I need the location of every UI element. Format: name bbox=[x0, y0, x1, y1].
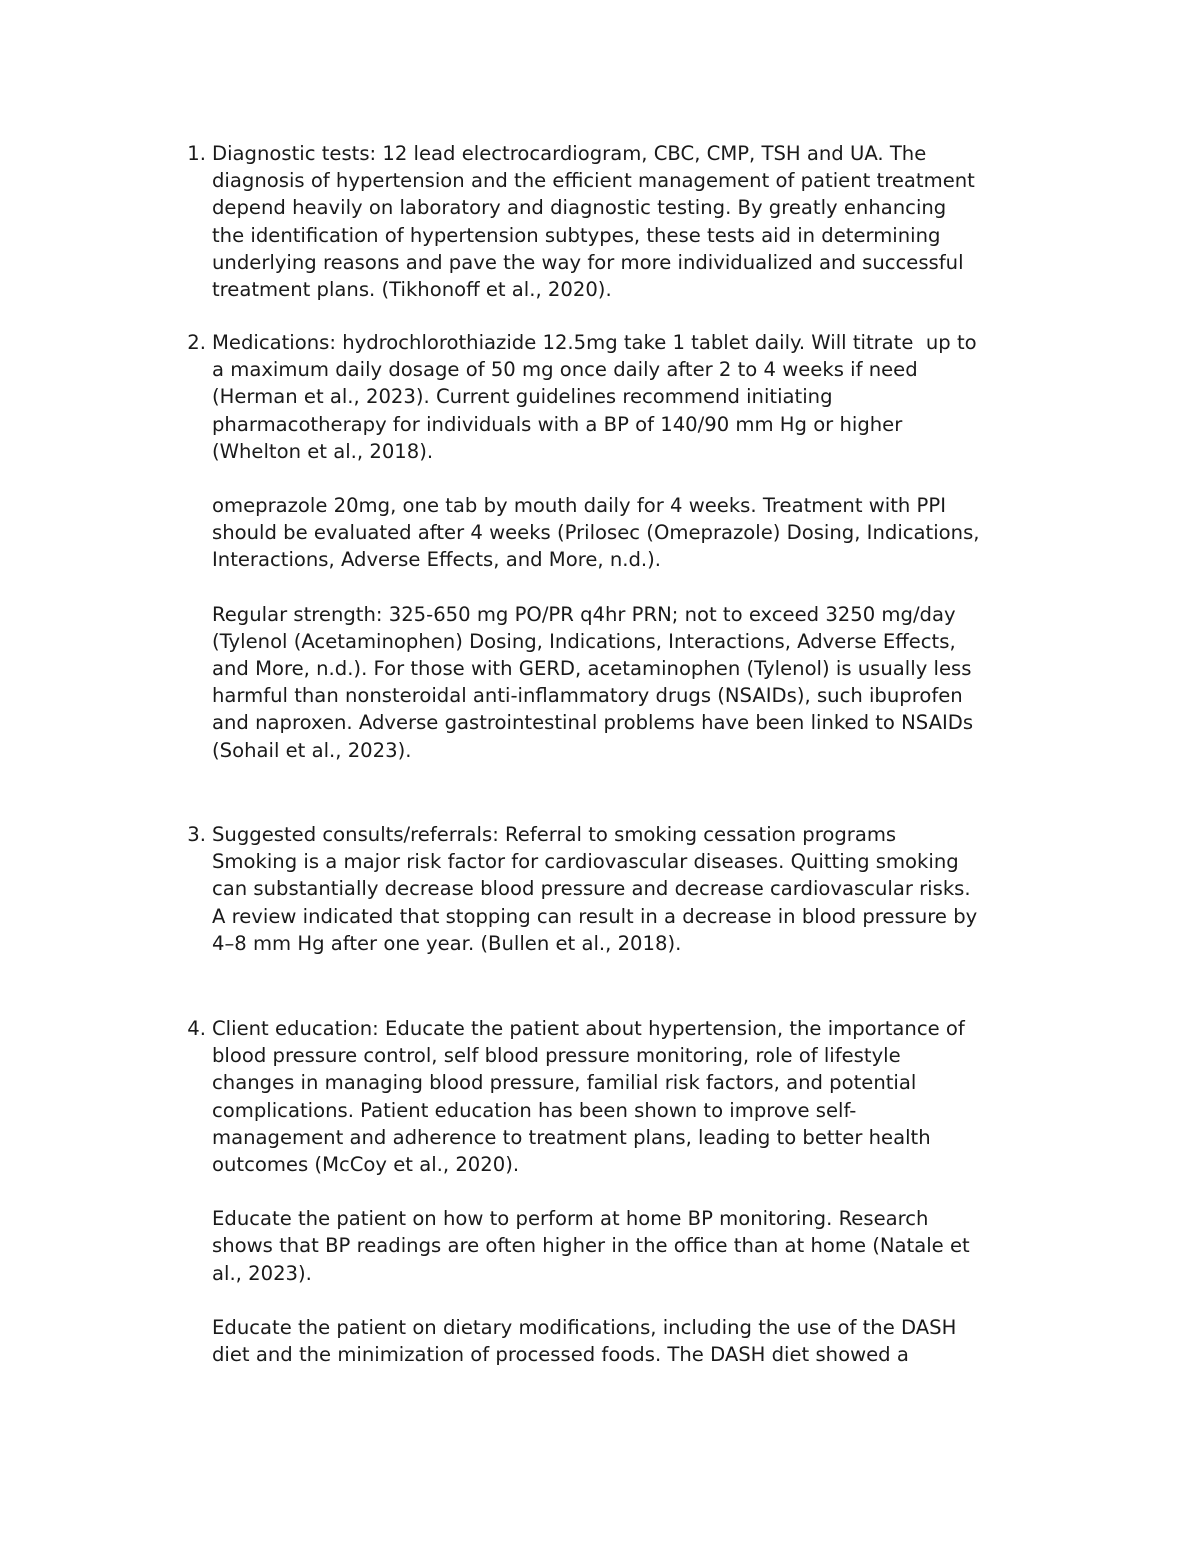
text-line: Client education: Educate the patient about hypertension, the importance of bbox=[212, 1017, 965, 1040]
list-item-4 bbox=[172, 1015, 1072, 1368]
paragraph bbox=[212, 1015, 1072, 1178]
paragraph bbox=[212, 140, 1072, 303]
paragraph bbox=[212, 1314, 1072, 1368]
list-item-1 bbox=[172, 140, 1072, 303]
text-line: harmful than nonsteroidal anti-inflammatory drugs (NSAIDs), such ibuprofen bbox=[212, 684, 963, 708]
text-line: al., 2023). bbox=[212, 1261, 312, 1285]
text-line: diet and the minimization of processed foods. The DASH diet showed a bbox=[212, 1343, 909, 1367]
text-line: outcomes (McCoy et al., 2020). bbox=[212, 1153, 520, 1177]
text-line: A review indicated that stopping can result in a decrease in blood pressure by bbox=[212, 904, 978, 928]
text-line: 4–8 mm Hg after one year. (Bullen et al., 2018). bbox=[212, 931, 682, 955]
text-line: a maximum daily dosage of 50 mg once daily after 2 to 4 weeks if need bbox=[212, 358, 918, 382]
text-line: diagnosis of hypertension and the efficient management of patient treatment bbox=[212, 169, 975, 193]
text-line: pharmacotherapy for individuals with a BP of 140/90 mm Hg or higher bbox=[212, 412, 903, 436]
text-line: underlying reasons and pave the way for more individualized and successful bbox=[212, 250, 964, 274]
text-line: Diagnostic tests: 12 lead electrocardiogram, CBC, CMP, TSH and UA. The bbox=[212, 142, 927, 165]
text-line: Interactions, Adverse Effects, and More, n.d.). bbox=[212, 548, 662, 572]
text-line: blood pressure control, self blood pressure monitoring, role of lifestyle bbox=[212, 1044, 901, 1068]
list-number: 3. bbox=[187, 823, 206, 846]
list-item-body bbox=[212, 140, 1072, 303]
text-line: the identification of hypertension subtypes, these tests aid in determining bbox=[212, 223, 941, 247]
text-line: Educate the patient on how to perform at home BP monitoring. Research bbox=[212, 1207, 929, 1231]
text-line: depend heavily on laboratory and diagnostic testing. By greatly enhancing bbox=[212, 196, 947, 220]
text-line: shows that BP readings are often higher in the office than at home (Natale et bbox=[212, 1234, 970, 1258]
list-number: 1. bbox=[187, 142, 206, 165]
paragraph bbox=[212, 492, 1072, 574]
text-line: (Whelton et al., 2018). bbox=[212, 439, 434, 463]
text-line: (Tylenol (Acetaminophen) Dosing, Indications, Interactions, Adverse Effects, bbox=[212, 629, 956, 653]
text-line: (Herman et al., 2023). Current guidelines recommend initiating bbox=[212, 385, 833, 409]
list-number: 2. bbox=[187, 331, 206, 354]
text-line: Educate the patient on dietary modifications, including the use of the DASH bbox=[212, 1315, 957, 1339]
text-line: management and adherence to treatment plans, leading to better health bbox=[212, 1125, 931, 1149]
paragraph bbox=[212, 601, 1072, 764]
list-item-body bbox=[212, 329, 1072, 764]
list-item-2 bbox=[172, 329, 1072, 764]
text-line: and More, n.d.). For those with GERD, acetaminophen (Tylenol) is usually less bbox=[212, 657, 972, 681]
text-line: Smoking is a major risk factor for cardiovascular diseases. Quitting smoking bbox=[212, 850, 959, 874]
text-line: changes in managing blood pressure, familial risk factors, and potential bbox=[212, 1071, 917, 1095]
text-line: (Sohail et al., 2023). bbox=[212, 738, 412, 762]
text-line: should be evaluated after 4 weeks (Prilosec (Omeprazole) Dosing, Indications, bbox=[212, 521, 980, 545]
list-item-body bbox=[212, 821, 1072, 957]
paragraph bbox=[212, 1205, 1072, 1287]
text-line: omeprazole 20mg, one tab by mouth daily for 4 weeks. Treatment with PPI bbox=[212, 494, 946, 518]
text-line: and naproxen. Adverse gastrointestinal problems have been linked to NSAIDs bbox=[212, 711, 974, 735]
text-line: treatment plans. (Tikhonoff et al., 2020). bbox=[212, 278, 612, 302]
paragraph bbox=[212, 329, 1072, 465]
list-item-3 bbox=[172, 821, 1072, 957]
list-number: 4. bbox=[187, 1017, 206, 1040]
text-line: Regular strength: 325-650 mg PO/PR q4hr PRN; not to exceed 3250 mg/day bbox=[212, 602, 956, 626]
text-line: complications. Patient education has been shown to improve self- bbox=[212, 1098, 857, 1122]
paragraph bbox=[212, 821, 1072, 957]
text-line: can substantially decrease blood pressure and decrease cardiovascular risks. bbox=[212, 877, 971, 901]
text-line: Medications: hydrochlorothiazide 12.5mg take 1 tablet daily. Will titrate up to bbox=[212, 331, 977, 354]
text-line: Suggested consults/referrals: Referral to smoking cessation programs bbox=[212, 823, 897, 846]
list-item-body bbox=[212, 1015, 1072, 1368]
